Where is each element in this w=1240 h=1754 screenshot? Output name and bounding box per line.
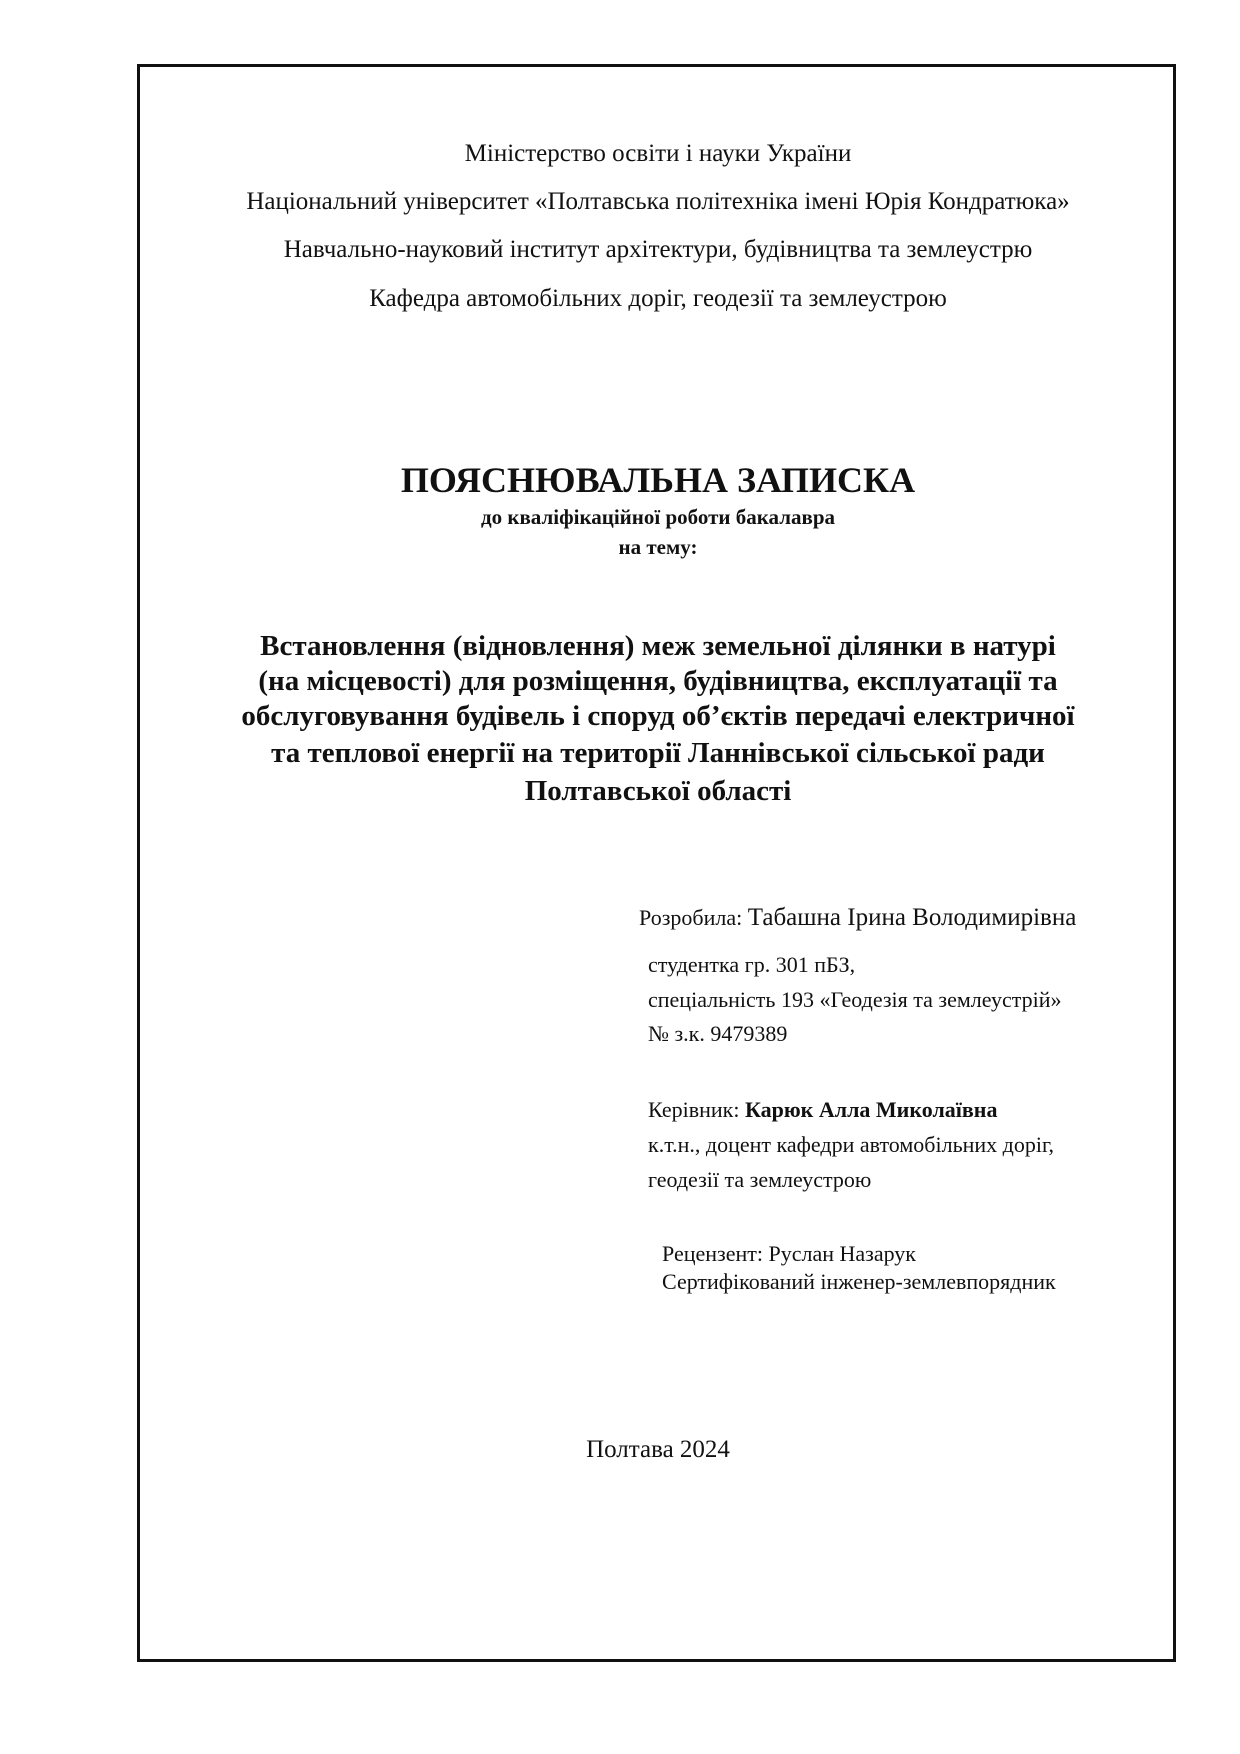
topic-line: (на місцевості) для розміщення, будівництва, експлуатації та: [258, 665, 1058, 697]
topic-line: та теплової енергії на території Ланнівської сільської ради: [271, 737, 1045, 769]
supervisor-label: Керівник:: [648, 1097, 740, 1122]
supervisor-name: Карюк Алла Миколаївна: [744, 1097, 998, 1122]
city-year: Полтава 2024: [586, 1436, 730, 1463]
author-specialty: спеціальність 193 «Геодезія та землеустрій»: [648, 987, 1062, 1012]
reviewer-line: Рецензент: Руслан Назарук: [662, 1241, 916, 1266]
topic-line: Встановлення (відновлення) меж земельної ділянки в натурі: [260, 630, 1056, 662]
document-title: ПОЯСНЮВАЛЬНА ЗАПИСКА: [400, 460, 916, 500]
department: Кафедра автомобільних доріг, геодезії та землеустрою: [369, 285, 947, 312]
topic-line: обслуговування будівель і споруд об’єктів передачі електричної: [241, 700, 1075, 732]
university: Національний університет «Полтавська політехніка імені Юрія Кондратюка»: [246, 188, 1070, 215]
author-group: студентка гр. 301 пБЗ,: [648, 952, 856, 977]
institute: Навчально-науковий інститут архітектури, будівництва та землеустрю: [283, 236, 1033, 263]
author-record: № з.к. 9479389: [648, 1021, 788, 1046]
reviewer-title: Сертифікований інженер-землевпорядник: [662, 1269, 1056, 1294]
document-subtitle: до кваліфікаційної роботи бакалавра: [480, 505, 836, 529]
supervisor-position: к.т.н., доцент кафедри автомобільних доріг,: [648, 1132, 1055, 1157]
author-line: [639, 904, 1076, 932]
supervisor-position-cont: геодезії та землеустрою: [648, 1167, 872, 1192]
author-name: Табашна Ірина Володимирівна: [747, 904, 1077, 931]
document-subtitle-topic: на тему:: [618, 535, 698, 559]
ministry: Міністерство освіти і науки України: [464, 140, 852, 167]
author-label: Розробила:: [639, 905, 743, 930]
supervisor-line: [648, 1096, 997, 1124]
topic-line: Полтавської області: [524, 775, 792, 807]
